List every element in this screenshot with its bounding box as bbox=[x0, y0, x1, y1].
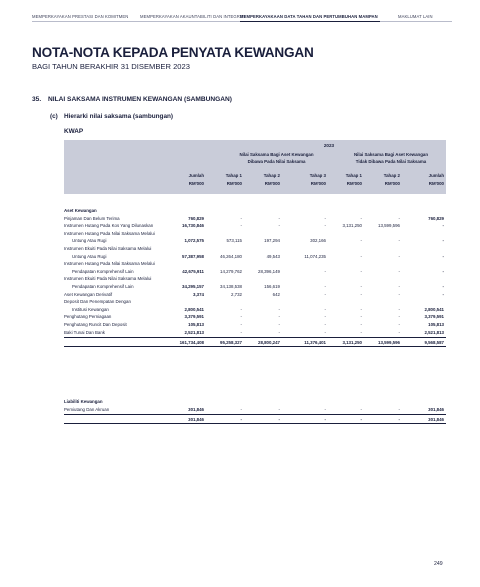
cell-value: - bbox=[240, 223, 242, 229]
header-group-not-carried bbox=[337, 151, 445, 165]
cell-value: 302,166 bbox=[310, 238, 326, 244]
table-row bbox=[64, 291, 446, 299]
entity-label: KWAP bbox=[64, 128, 84, 135]
cell-value: - bbox=[398, 238, 400, 244]
header-group-carried-line2: Dibawa Pada Nilai Saksama bbox=[247, 159, 306, 164]
cell-value: - bbox=[324, 291, 326, 297]
cell-value: 760,829 bbox=[188, 215, 204, 221]
column-header-jumlah-not-carried bbox=[400, 172, 444, 188]
total-value: 9,568,587 bbox=[424, 340, 444, 346]
column-header-label: Tahap 1 bbox=[225, 173, 242, 178]
cell-value: - bbox=[278, 223, 280, 229]
cell-value: 573,115 bbox=[226, 238, 242, 244]
page-subtitle: BAGI TAHUN BERAKHIR 31 DISEMBER 2023 bbox=[32, 62, 190, 71]
cell-value: 301,846 bbox=[428, 406, 444, 412]
cell-value: - bbox=[324, 268, 326, 274]
cell-value: 1,072,575 bbox=[184, 238, 204, 244]
table-row bbox=[64, 298, 446, 306]
cell-value: - bbox=[360, 329, 362, 335]
table-row bbox=[64, 253, 446, 261]
cell-value: 57,387,958 bbox=[182, 253, 204, 259]
column-header-label: Jumlah bbox=[428, 173, 444, 178]
top-navigation bbox=[32, 14, 452, 22]
row-label: Instrumen Hutang Pada Nilai Saksama Melalui bbox=[64, 230, 155, 236]
cell-value: 42,675,911 bbox=[182, 268, 204, 274]
row-label: Instrumen Ekuiti Pada Nilai Saksama Melalui bbox=[64, 245, 152, 251]
table-header bbox=[64, 140, 446, 194]
cell-value: - bbox=[360, 406, 362, 412]
cell-value: - bbox=[398, 329, 400, 335]
cell-value: - bbox=[324, 329, 326, 335]
total-value: - bbox=[278, 417, 280, 423]
cell-value: - bbox=[442, 268, 444, 274]
cell-value: 2,521,813 bbox=[184, 329, 204, 335]
cell-value: - bbox=[278, 215, 280, 221]
cell-value: - bbox=[360, 268, 362, 274]
header-group-carried bbox=[224, 151, 329, 165]
total-value: 161,734,408 bbox=[179, 340, 204, 346]
total-value: - bbox=[240, 417, 242, 423]
column-header-label: Jumlah bbox=[188, 173, 204, 178]
cell-value: - bbox=[442, 223, 444, 229]
column-header-unit: RM'000 bbox=[384, 181, 400, 186]
cell-value: 46,264,180 bbox=[220, 253, 242, 259]
cell-value: - bbox=[324, 321, 326, 327]
column-header-unit: RM'000 bbox=[264, 181, 280, 186]
cell-value: - bbox=[398, 406, 400, 412]
total-value: - bbox=[398, 417, 400, 423]
cell-value: 14,279,762 bbox=[220, 268, 242, 274]
cell-value: - bbox=[360, 215, 362, 221]
column-header-tahap3 bbox=[282, 172, 326, 188]
cell-value: 642 bbox=[272, 291, 280, 297]
cell-value: - bbox=[278, 314, 280, 320]
cell-value: - bbox=[240, 329, 242, 335]
cell-value: - bbox=[360, 314, 362, 320]
row-label: Baki Tunai Dan Bank bbox=[64, 329, 106, 335]
subsection-number: (c) bbox=[50, 113, 58, 120]
page-title: NOTA-NOTA KEPADA PENYATA KEWANGAN bbox=[32, 45, 314, 60]
cell-value: 3,379,591 bbox=[184, 314, 204, 320]
total-value: - bbox=[360, 417, 362, 423]
cell-value: 197,294 bbox=[264, 238, 280, 244]
cell-value: - bbox=[240, 321, 242, 327]
cell-value: 34,295,157 bbox=[182, 283, 204, 289]
cell-value: - bbox=[360, 291, 362, 297]
cell-value: - bbox=[360, 283, 362, 289]
row-label: Untung Atau Rugi bbox=[72, 253, 107, 259]
cell-value: - bbox=[278, 306, 280, 312]
cell-value: - bbox=[360, 321, 362, 327]
table-row bbox=[64, 222, 446, 230]
cell-value: - bbox=[324, 283, 326, 289]
cell-value: - bbox=[324, 314, 326, 320]
section-number: 35. bbox=[32, 96, 42, 103]
cell-value: - bbox=[240, 215, 242, 221]
header-year: 2023 bbox=[323, 143, 335, 148]
column-header-tahap2-not-carried bbox=[362, 172, 400, 188]
cell-value: - bbox=[324, 215, 326, 221]
row-label: Deposit Dan Penempatan Dengan bbox=[64, 299, 131, 305]
table-row bbox=[64, 260, 446, 268]
cell-value: - bbox=[398, 306, 400, 312]
cell-value: 11,074,235 bbox=[304, 253, 326, 259]
column-header-unit: RM'000 bbox=[226, 181, 242, 186]
cell-value: 34,138,538 bbox=[220, 283, 242, 289]
header-group-not-carried-line2: Tidak Dibawa Pada Nilai Saksama bbox=[355, 159, 427, 164]
cell-value: - bbox=[398, 314, 400, 320]
total-value: 95,258,327 bbox=[220, 340, 242, 346]
cell-value: 2,800,541 bbox=[424, 306, 444, 312]
column-header-tahap1 bbox=[206, 172, 242, 188]
cell-value: 3,379,591 bbox=[424, 314, 444, 320]
row-label: Instrumen Ekuiti Pada Nilai Saksama Melalui bbox=[64, 276, 152, 282]
cell-value: 49,543 bbox=[266, 253, 280, 259]
subsection-heading bbox=[50, 113, 173, 120]
cell-value: - bbox=[324, 223, 326, 229]
row-label: Penghutang Perniagaan bbox=[64, 314, 112, 320]
cell-value: 105,813 bbox=[428, 321, 444, 327]
cell-value: - bbox=[360, 306, 362, 312]
nav-tab-data-tahan[interactable]: MEMPERKAYAKAAN DATA TAHAN DAN PERTUMBUHAN MAMPAN bbox=[240, 14, 380, 22]
row-label: Penghutang Runcit Dan Deposit bbox=[64, 321, 127, 327]
cell-value: - bbox=[278, 321, 280, 327]
table-row bbox=[64, 329, 446, 337]
column-header-tahap2 bbox=[244, 172, 280, 188]
column-header-tahap1-not-carried bbox=[326, 172, 362, 188]
cell-value: - bbox=[398, 215, 400, 221]
cell-value: - bbox=[442, 253, 444, 259]
column-header-unit: RM'000 bbox=[428, 181, 444, 186]
cell-value: - bbox=[442, 291, 444, 297]
table-row bbox=[64, 306, 446, 314]
cell-value: 2,732 bbox=[231, 291, 242, 297]
table-row bbox=[64, 406, 446, 414]
column-header-label: Tahap 2 bbox=[263, 173, 280, 178]
page-number: 249 bbox=[434, 561, 443, 567]
column-header-jumlah bbox=[164, 172, 204, 188]
total-value: 3,131,250 bbox=[342, 340, 362, 346]
row-label: Instrumen Hutang Pada Nilai Saksama Melalui bbox=[64, 261, 155, 267]
section-heading bbox=[32, 96, 232, 103]
column-header-label: Tahap 2 bbox=[383, 173, 400, 178]
table-section-heading bbox=[64, 398, 446, 406]
total-value: - bbox=[324, 417, 326, 423]
cell-value: - bbox=[360, 238, 362, 244]
cell-value: 3,374 bbox=[193, 291, 204, 297]
cell-value: 2,800,541 bbox=[184, 306, 204, 312]
row-label: Aset Kewangan bbox=[64, 208, 97, 213]
nav-tab-prestasi[interactable]: MEMPERKAYAKAN PRESTASI DAN KOMITMEN bbox=[32, 14, 140, 22]
cell-value: - bbox=[240, 314, 242, 320]
nav-tab-maklumat-lain[interactable]: MAKLUMAT LAIN bbox=[380, 14, 452, 22]
cell-value: - bbox=[324, 306, 326, 312]
cell-value: 156,619 bbox=[264, 283, 280, 289]
assets-table bbox=[64, 207, 446, 347]
cell-value: - bbox=[324, 406, 326, 412]
row-label: Pendapatan Komprehensif Lain bbox=[72, 268, 134, 274]
table-row bbox=[64, 275, 446, 283]
table-section-heading bbox=[64, 207, 446, 215]
cell-value: 105,813 bbox=[188, 321, 204, 327]
cell-value: - bbox=[278, 329, 280, 335]
column-header-unit: RM'000 bbox=[346, 181, 362, 186]
cell-value: 16,730,846 bbox=[182, 223, 204, 229]
cell-value: - bbox=[360, 253, 362, 259]
cell-value: - bbox=[442, 283, 444, 289]
cell-value: 760,829 bbox=[428, 215, 444, 221]
cell-value: 3,131,250 bbox=[342, 223, 362, 229]
table-row bbox=[64, 313, 446, 321]
table-row bbox=[64, 245, 446, 253]
row-label: Institusi Kewangan bbox=[72, 306, 109, 312]
header-group-carried-line1: Nilai Saksama Bagi Aset Kewangan bbox=[239, 152, 314, 157]
table-row bbox=[64, 230, 446, 238]
column-header-unit: RM'000 bbox=[188, 181, 204, 186]
subsection-title: Hierarki nilai saksama (sambungan) bbox=[64, 113, 174, 120]
total-row bbox=[64, 337, 446, 347]
table-row bbox=[64, 321, 446, 329]
cell-value: - bbox=[442, 238, 444, 244]
column-header-label: Tahap 3 bbox=[309, 173, 326, 178]
total-value: 11,376,401 bbox=[304, 340, 326, 346]
row-label: Pendapatan Komprehensif Lain bbox=[72, 283, 134, 289]
cell-value: 301,846 bbox=[188, 406, 204, 412]
column-header-unit: RM'000 bbox=[310, 181, 326, 186]
column-header-label: Tahap 1 bbox=[345, 173, 362, 178]
cell-value: - bbox=[398, 321, 400, 327]
row-label: Instrumen Hutang Pada Kos Yang Dilunaskan bbox=[64, 223, 154, 229]
row-label: Pemiutang Dan Akruan bbox=[64, 406, 110, 412]
cell-value: - bbox=[398, 253, 400, 259]
cell-value: - bbox=[398, 283, 400, 289]
total-value: 301,846 bbox=[428, 417, 444, 423]
total-value: 301,846 bbox=[188, 417, 204, 423]
row-label: Untung Atau Rugi bbox=[72, 238, 107, 244]
cell-value: - bbox=[240, 406, 242, 412]
cell-value: - bbox=[398, 268, 400, 274]
table-row bbox=[64, 237, 446, 245]
cell-value: - bbox=[240, 306, 242, 312]
cell-value: 2,521,813 bbox=[424, 329, 444, 335]
table-row bbox=[64, 215, 446, 223]
total-row bbox=[64, 414, 446, 424]
row-label: Liabiliti Kewangan bbox=[64, 399, 103, 404]
row-label: Pinjaman Dan Belum Terima bbox=[64, 215, 120, 221]
cell-value: - bbox=[278, 406, 280, 412]
total-value: 13,599,596 bbox=[378, 340, 400, 346]
table-row bbox=[64, 283, 446, 291]
cell-value: 13,599,596 bbox=[378, 223, 400, 229]
cell-value: 28,396,149 bbox=[258, 268, 280, 274]
section-title: NILAI SAKSAMA INSTRUMEN KEWANGAN (SAMBUNGAN) bbox=[48, 96, 233, 103]
table-row bbox=[64, 268, 446, 276]
total-value: 28,800,247 bbox=[258, 340, 280, 346]
row-label: Aset Kewangan Derivatif bbox=[64, 291, 113, 297]
cell-value: - bbox=[398, 291, 400, 297]
nav-tab-akauntabiliti[interactable]: MEMPERKAYAKAN AKAUNTABILITI DAN INTEGRITI bbox=[140, 14, 240, 22]
liabilities-table bbox=[64, 398, 446, 424]
header-group-not-carried-line1: Nilai Saksama Bagi Aset Kewangan bbox=[353, 152, 429, 157]
